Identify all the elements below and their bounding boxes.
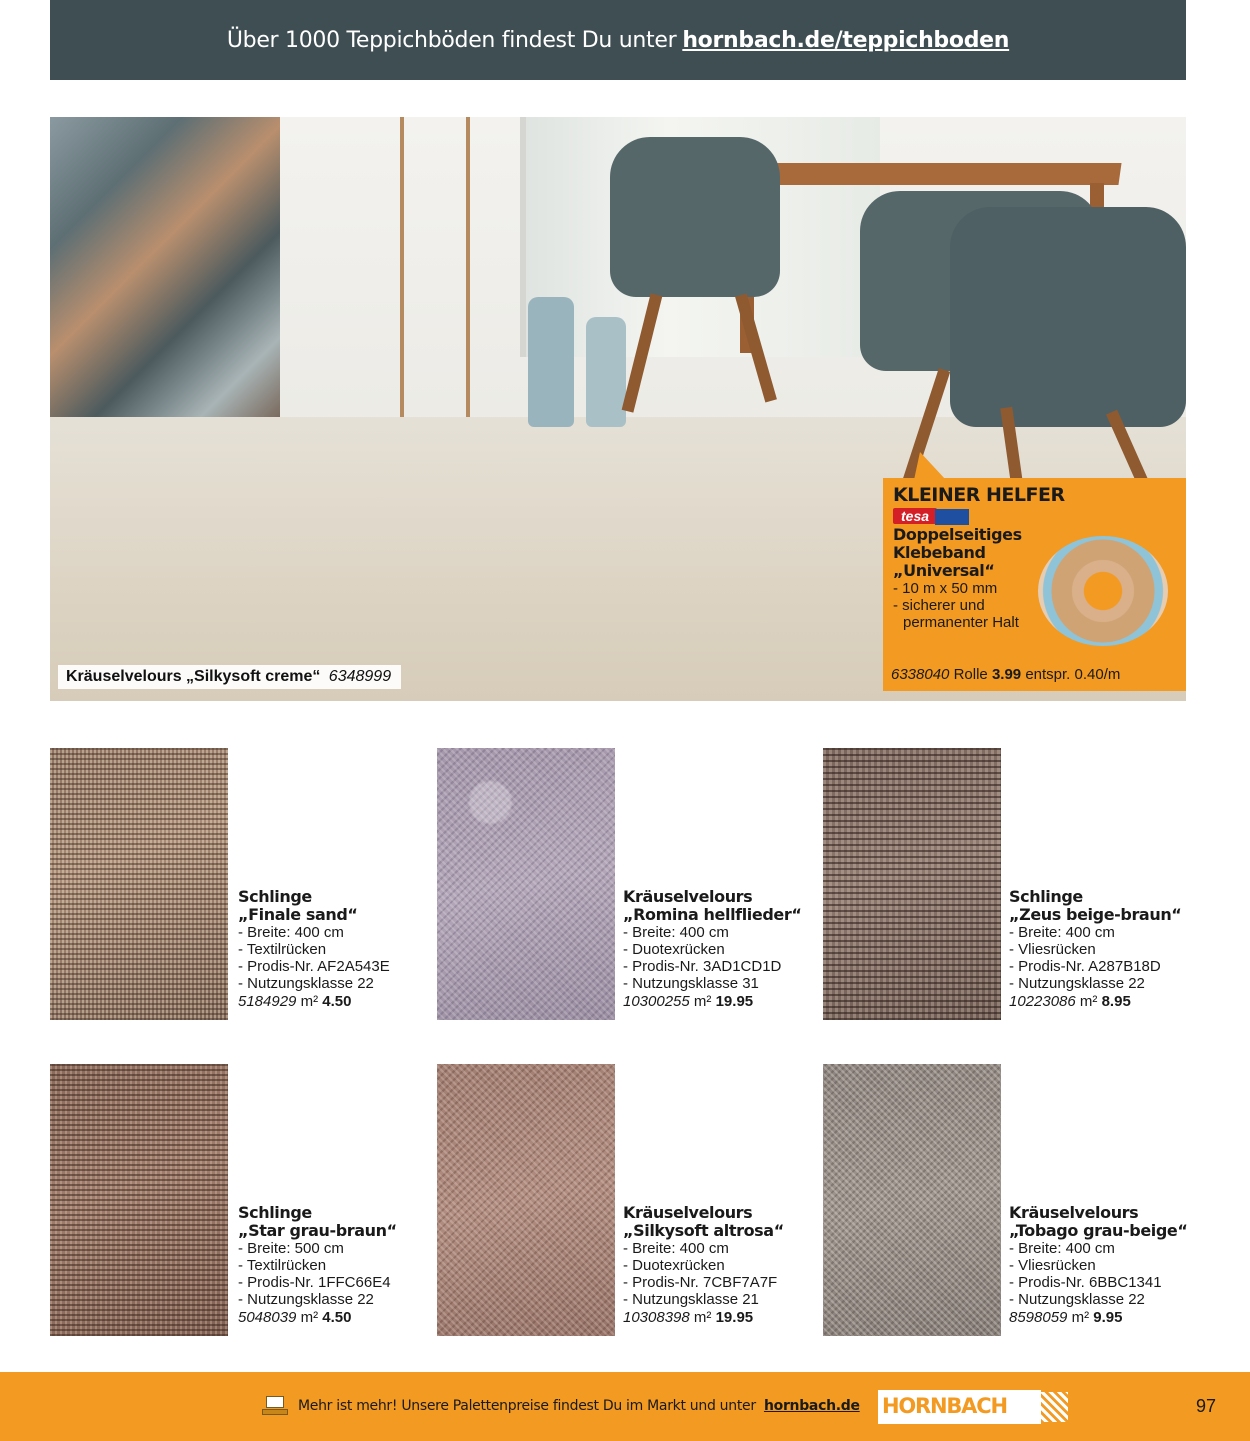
product-spec: - Breite: 400 cm <box>1009 1240 1115 1257</box>
product-article: 5184929 <box>238 993 297 1010</box>
product-price: 4.50 <box>322 993 352 1010</box>
product-article: 8598059 <box>1009 1309 1068 1326</box>
product-price: 19.95 <box>715 1309 754 1326</box>
helper-product-line1: Doppelseitiges <box>893 525 1022 544</box>
helper-feature: permanenter Halt <box>903 614 1019 631</box>
product-spec: - Breite: 400 cm <box>1009 924 1115 941</box>
helper-article: 6338040 <box>891 666 950 683</box>
hero-caption <box>58 665 401 689</box>
product-spec: - Prodis-Nr. 1FFC66E4 <box>238 1274 391 1291</box>
product-spec: - Textilrücken <box>238 1257 327 1274</box>
carpet-swatch[interactable] <box>823 748 1001 1020</box>
helper-feature: - sicherer und <box>893 597 985 614</box>
hornbach-logo-mark-icon <box>1036 1392 1068 1422</box>
helper-box <box>883 478 1186 691</box>
product-article: 10223086 <box>1009 993 1076 1010</box>
hero-easel <box>400 117 470 417</box>
tesa-logo <box>893 506 1176 526</box>
product-price: 9.95 <box>1093 1309 1123 1326</box>
tesa-brand: tesa <box>893 508 937 524</box>
product-spec: - Nutzungsklasse 22 <box>238 975 374 992</box>
product-price: 4.50 <box>322 1309 352 1326</box>
product-spec: - Prodis-Nr. 3AD1CD1D <box>623 958 782 975</box>
product-spec: - Breite: 400 cm <box>623 924 729 941</box>
product-article: 10308398 <box>623 1309 690 1326</box>
hero-caption-name: Kräuselvelours „Silkysoft creme“ <box>66 668 321 685</box>
product-price-row <box>623 1309 803 1326</box>
footer-bar <box>0 1372 1250 1441</box>
product-article: 10300255 <box>623 993 690 1010</box>
helper-product-line2: Klebeband <box>893 543 986 562</box>
helper-feature: - 10 m x 50 mm <box>893 580 998 597</box>
banner-text: Über 1000 Teppichböden findest Du unter <box>226 27 677 53</box>
hornbach-logo-text: HORNBACH <box>882 1394 1007 1418</box>
product-spec: - Nutzungsklasse 22 <box>1009 975 1145 992</box>
product-spec: - Vliesrücken <box>1009 941 1096 958</box>
helper-unit: Rolle <box>953 666 988 683</box>
product-spec: - Prodis-Nr. AF2A543E <box>238 958 390 975</box>
product-article: 5048039 <box>238 1309 297 1326</box>
top-banner <box>50 0 1186 80</box>
pallet-box <box>266 1396 284 1408</box>
pallet-base <box>262 1409 288 1415</box>
product-type: Kräuselvelours <box>623 887 753 906</box>
product-spec: - Nutzungsklasse 22 <box>1009 1291 1145 1308</box>
product-spec: - Textilrücken <box>238 941 327 958</box>
product-type: Schlinge <box>1009 887 1083 906</box>
hero-chair <box>610 137 780 297</box>
product-price-row <box>1009 993 1189 1010</box>
product-spec: - Prodis-Nr. 7CBF7A7F <box>623 1274 778 1291</box>
product-type: Schlinge <box>238 887 312 906</box>
page-number: 97 <box>1196 1396 1217 1416</box>
hero-chair <box>950 207 1186 427</box>
carpet-swatch[interactable] <box>437 1064 615 1336</box>
product-name: „Silkysoft altrosa“ <box>623 1221 784 1240</box>
product-spec: - Duotexrücken <box>623 941 725 958</box>
product-spec: - Breite: 400 cm <box>238 924 344 941</box>
product-spec: - Breite: 500 cm <box>238 1240 344 1257</box>
product-spec: - Prodis-Nr. A287B18D <box>1009 958 1161 975</box>
hero-painting <box>50 117 280 417</box>
footer-link[interactable]: hornbach.de <box>763 1398 860 1414</box>
product-spec: - Duotexrücken <box>623 1257 725 1274</box>
product-spec: - Nutzungsklasse 21 <box>623 1291 759 1308</box>
product-price-row <box>238 1309 418 1326</box>
carpet-swatch[interactable] <box>823 1064 1001 1336</box>
product-info <box>238 1204 418 1326</box>
product-info <box>623 1204 803 1326</box>
hero-vase <box>586 317 626 427</box>
helper-product-line3: „Universal“ <box>893 561 995 580</box>
product-name: „Star grau-braun“ <box>238 1221 397 1240</box>
pallet-icon <box>262 1396 288 1416</box>
hero-vase <box>528 297 574 427</box>
product-spec: - Prodis-Nr. 6BBC1341 <box>1009 1274 1162 1291</box>
product-name: „Finale sand“ <box>238 905 358 924</box>
product-name: „Zeus beige-braun“ <box>1009 905 1182 924</box>
product-unit: m² <box>1071 1309 1090 1326</box>
product-info <box>623 888 803 1010</box>
product-spec: - Vliesrücken <box>1009 1257 1096 1274</box>
helper-price: 3.99 <box>991 666 1022 683</box>
product-info <box>1009 1204 1189 1326</box>
helper-notch <box>914 452 946 480</box>
product-spec: - Nutzungsklasse 31 <box>623 975 759 992</box>
tesa-logo-bar <box>935 509 969 525</box>
product-price: 8.95 <box>1101 993 1131 1010</box>
helper-title: KLEINER HELFER <box>893 484 1065 506</box>
footer-text: Mehr ist mehr! Unsere Palettenpreise findest Du im Markt und unter <box>298 1398 756 1414</box>
banner-link[interactable]: hornbach.de/teppichboden <box>682 27 1010 53</box>
product-spec: - Nutzungsklasse 22 <box>238 1291 374 1308</box>
product-type: Kräuselvelours <box>1009 1203 1139 1222</box>
carpet-swatch[interactable] <box>50 748 228 1020</box>
helper-price-note: entspr. 0.40/m <box>1025 666 1121 683</box>
footer-message <box>298 1398 860 1414</box>
carpet-swatch[interactable] <box>437 748 615 1020</box>
product-price-row <box>1009 1309 1189 1326</box>
product-price: 19.95 <box>715 993 754 1010</box>
product-unit: m² <box>300 993 319 1010</box>
helper-price-line <box>891 666 1120 683</box>
product-unit: m² <box>693 1309 712 1326</box>
product-name: „Tobago grau-beige“ <box>1009 1221 1188 1240</box>
hornbach-logo[interactable] <box>878 1390 1041 1424</box>
product-unit: m² <box>300 1309 319 1326</box>
product-spec: - Breite: 400 cm <box>623 1240 729 1257</box>
product-price-row <box>623 993 803 1010</box>
product-unit: m² <box>1079 993 1098 1010</box>
product-type: Schlinge <box>238 1203 312 1222</box>
product-info <box>1009 888 1189 1010</box>
product-price-row <box>238 993 418 1010</box>
tape-roll-image <box>1038 536 1168 646</box>
hero-caption-article: 6348999 <box>328 668 392 685</box>
product-info <box>238 888 418 1010</box>
carpet-swatch[interactable] <box>50 1064 228 1336</box>
product-name: „Romina hellflieder“ <box>623 905 802 924</box>
product-unit: m² <box>693 993 712 1010</box>
product-type: Kräuselvelours <box>623 1203 753 1222</box>
